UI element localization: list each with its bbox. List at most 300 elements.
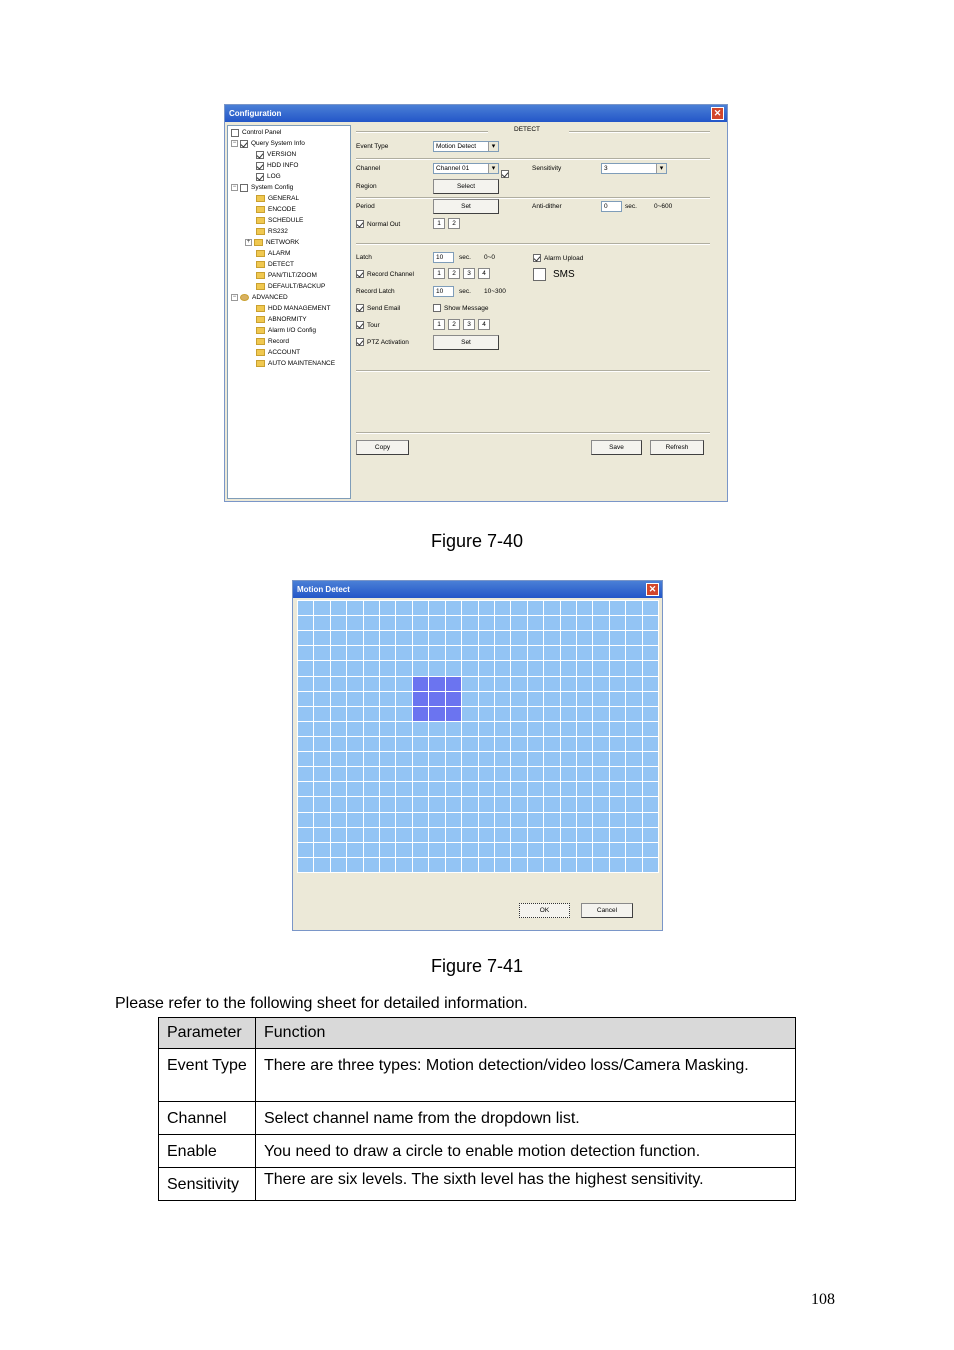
grid-cell[interactable]	[314, 646, 329, 660]
latch-input[interactable]: 10	[433, 252, 454, 263]
grid-cell[interactable]	[331, 813, 346, 827]
grid-cell[interactable]	[347, 767, 362, 781]
grid-cell[interactable]	[544, 737, 559, 751]
tree-item-alarm[interactable]: ALARM	[256, 248, 290, 259]
grid-cell[interactable]	[643, 782, 658, 796]
grid-cell[interactable]	[298, 858, 313, 872]
grid-cell[interactable]	[577, 692, 592, 706]
tree-item-record[interactable]: Record	[256, 336, 289, 347]
grid-cell[interactable]	[396, 782, 411, 796]
grid-cell[interactable]	[396, 707, 411, 721]
grid-cell[interactable]	[314, 707, 329, 721]
grid-cell[interactable]	[610, 782, 625, 796]
grid-cell[interactable]	[577, 601, 592, 615]
grid-cell[interactable]	[643, 692, 658, 706]
grid-cell[interactable]	[593, 616, 608, 630]
grid-cell[interactable]	[314, 737, 329, 751]
grid-cell[interactable]	[462, 677, 477, 691]
grid-cell[interactable]	[413, 722, 428, 736]
grid-cell[interactable]	[593, 752, 608, 766]
grid-cell[interactable]	[446, 737, 461, 751]
grid-cell[interactable]	[561, 858, 576, 872]
grid-cell[interactable]	[626, 677, 641, 691]
grid-cell[interactable]	[347, 797, 362, 811]
grid-cell[interactable]	[396, 767, 411, 781]
grid-cell[interactable]	[446, 677, 461, 691]
grid-cell[interactable]	[413, 677, 428, 691]
grid-cell[interactable]	[413, 616, 428, 630]
grid-cell[interactable]	[561, 767, 576, 781]
grid-cell[interactable]	[314, 782, 329, 796]
grid-cell[interactable]	[380, 631, 395, 645]
grid-cell[interactable]	[380, 797, 395, 811]
grid-cell[interactable]	[528, 782, 543, 796]
grid-cell[interactable]	[396, 692, 411, 706]
grid-cell[interactable]	[561, 707, 576, 721]
grid-cell[interactable]	[479, 677, 494, 691]
grid-cell[interactable]	[331, 631, 346, 645]
grid-cell[interactable]	[593, 843, 608, 857]
close-icon[interactable]: ✕	[646, 583, 659, 596]
grid-cell[interactable]	[446, 661, 461, 675]
grid-cell[interactable]	[429, 601, 444, 615]
grid-cell[interactable]	[314, 722, 329, 736]
grid-cell[interactable]	[643, 843, 658, 857]
grid-cell[interactable]	[643, 813, 658, 827]
grid-cell[interactable]	[413, 631, 428, 645]
grid-cell[interactable]	[380, 843, 395, 857]
grid-cell[interactable]	[561, 737, 576, 751]
grid-cell[interactable]	[462, 646, 477, 660]
grid-cell[interactable]	[462, 752, 477, 766]
grid-cell[interactable]	[626, 601, 641, 615]
grid-cell[interactable]	[561, 646, 576, 660]
grid-cell[interactable]	[593, 722, 608, 736]
grid-cell[interactable]	[462, 737, 477, 751]
grid-cell[interactable]	[544, 858, 559, 872]
grid-cell[interactable]	[462, 813, 477, 827]
grid-cell[interactable]	[446, 828, 461, 842]
grid-cell[interactable]	[479, 631, 494, 645]
grid-cell[interactable]	[610, 692, 625, 706]
grid-cell[interactable]	[593, 631, 608, 645]
grid-cell[interactable]	[593, 767, 608, 781]
grid-cell[interactable]	[544, 661, 559, 675]
grid-cell[interactable]	[544, 601, 559, 615]
grid-cell[interactable]	[511, 782, 526, 796]
grid-cell[interactable]	[495, 767, 510, 781]
anti-dither-input[interactable]: 0	[601, 201, 622, 212]
grid-cell[interactable]	[446, 722, 461, 736]
tree-item-rs232[interactable]: RS232	[256, 226, 288, 237]
grid-cell[interactable]	[626, 843, 641, 857]
grid-cell[interactable]	[643, 677, 658, 691]
grid-cell[interactable]	[511, 661, 526, 675]
grid-cell[interactable]	[462, 631, 477, 645]
grid-cell[interactable]	[298, 707, 313, 721]
grid-cell[interactable]	[643, 737, 658, 751]
grid-cell[interactable]	[643, 661, 658, 675]
grid-cell[interactable]	[429, 858, 444, 872]
grid-cell[interactable]	[495, 677, 510, 691]
grid-cell[interactable]	[643, 616, 658, 630]
grid-cell[interactable]	[462, 767, 477, 781]
grid-cell[interactable]	[396, 813, 411, 827]
grid-cell[interactable]	[429, 646, 444, 660]
grid-cell[interactable]	[495, 828, 510, 842]
grid-cell[interactable]	[446, 631, 461, 645]
grid-cell[interactable]	[380, 601, 395, 615]
grid-cell[interactable]	[429, 843, 444, 857]
grid-cell[interactable]	[544, 692, 559, 706]
tree-item-account[interactable]: ACCOUNT	[256, 347, 300, 358]
grid-cell[interactable]	[347, 601, 362, 615]
region-select-button[interactable]: Select	[433, 179, 499, 194]
grid-cell[interactable]	[626, 752, 641, 766]
tour-checkbox[interactable]: Tour	[356, 321, 380, 329]
grid-cell[interactable]	[364, 722, 379, 736]
grid-cell[interactable]	[593, 782, 608, 796]
grid-cell[interactable]	[462, 692, 477, 706]
grid-cell[interactable]	[479, 797, 494, 811]
grid-cell[interactable]	[511, 601, 526, 615]
tree-item-version[interactable]: VERSION	[256, 149, 296, 160]
grid-cell[interactable]	[528, 722, 543, 736]
grid-cell[interactable]	[561, 677, 576, 691]
grid-cell[interactable]	[577, 813, 592, 827]
grid-cell[interactable]	[331, 677, 346, 691]
tour-box-3[interactable]: 3	[463, 319, 475, 330]
grid-cell[interactable]	[643, 707, 658, 721]
grid-cell[interactable]	[511, 677, 526, 691]
grid-cell[interactable]	[331, 616, 346, 630]
grid-cell[interactable]	[446, 752, 461, 766]
grid-cell[interactable]	[511, 828, 526, 842]
grid-cell[interactable]	[528, 858, 543, 872]
grid-cell[interactable]	[331, 767, 346, 781]
grid-cell[interactable]	[610, 813, 625, 827]
grid-cell[interactable]	[446, 616, 461, 630]
grid-cell[interactable]	[380, 828, 395, 842]
normal-out-checkbox[interactable]: Normal Out	[356, 220, 400, 228]
grid-cell[interactable]	[380, 661, 395, 675]
grid-cell[interactable]	[347, 646, 362, 660]
cancel-button[interactable]: Cancel	[581, 903, 633, 918]
grid-cell[interactable]	[544, 646, 559, 660]
grid-cell[interactable]	[298, 752, 313, 766]
grid-cell[interactable]	[364, 843, 379, 857]
grid-cell[interactable]	[446, 858, 461, 872]
tree-item-default-backup[interactable]: DEFAULT/BACKUP	[256, 281, 325, 292]
channel-enable-checkbox[interactable]	[501, 170, 509, 178]
grid-cell[interactable]	[298, 722, 313, 736]
grid-cell[interactable]	[413, 752, 428, 766]
grid-cell[interactable]	[347, 707, 362, 721]
grid-cell[interactable]	[479, 707, 494, 721]
grid-cell[interactable]	[528, 692, 543, 706]
tree-item-auto-maintenance[interactable]: AUTO MAINTENANCE	[256, 358, 335, 369]
grid-cell[interactable]	[347, 616, 362, 630]
grid-cell[interactable]	[610, 646, 625, 660]
grid-cell[interactable]	[314, 858, 329, 872]
grid-cell[interactable]	[495, 707, 510, 721]
collapse-icon[interactable]: −	[232, 184, 237, 190]
grid-cell[interactable]	[314, 677, 329, 691]
grid-cell[interactable]	[429, 631, 444, 645]
grid-cell[interactable]	[544, 752, 559, 766]
grid-cell[interactable]	[610, 631, 625, 645]
grid-cell[interactable]	[511, 797, 526, 811]
grid-cell[interactable]	[429, 797, 444, 811]
grid-cell[interactable]	[593, 646, 608, 660]
grid-cell[interactable]	[347, 813, 362, 827]
grid-cell[interactable]	[610, 616, 625, 630]
collapse-icon[interactable]: −	[232, 294, 237, 300]
grid-cell[interactable]	[511, 843, 526, 857]
close-icon[interactable]: ✕	[711, 107, 724, 120]
grid-cell[interactable]	[429, 828, 444, 842]
grid-cell[interactable]	[544, 631, 559, 645]
grid-cell[interactable]	[446, 813, 461, 827]
grid-cell[interactable]	[544, 616, 559, 630]
grid-cell[interactable]	[413, 707, 428, 721]
expand-icon[interactable]: +	[246, 239, 251, 245]
grid-cell[interactable]	[479, 813, 494, 827]
tour-box-1[interactable]: 1	[433, 319, 445, 330]
grid-cell[interactable]	[462, 828, 477, 842]
grid-cell[interactable]	[429, 707, 444, 721]
grid-cell[interactable]	[626, 707, 641, 721]
grid-cell[interactable]	[429, 767, 444, 781]
grid-cell[interactable]	[396, 616, 411, 630]
grid-cell[interactable]	[413, 661, 428, 675]
grid-cell[interactable]	[626, 692, 641, 706]
grid-cell[interactable]	[479, 722, 494, 736]
grid-cell[interactable]	[396, 601, 411, 615]
grid-cell[interactable]	[577, 767, 592, 781]
grid-cell[interactable]	[610, 722, 625, 736]
grid-cell[interactable]	[561, 661, 576, 675]
grid-cell[interactable]	[610, 707, 625, 721]
save-button[interactable]: Save	[591, 440, 642, 455]
grid-cell[interactable]	[429, 782, 444, 796]
grid-cell[interactable]	[396, 661, 411, 675]
grid-cell[interactable]	[331, 692, 346, 706]
grid-cell[interactable]	[479, 858, 494, 872]
grid-cell[interactable]	[610, 797, 625, 811]
grid-cell[interactable]	[364, 601, 379, 615]
grid-cell[interactable]	[610, 858, 625, 872]
grid-cell[interactable]	[396, 677, 411, 691]
grid-cell[interactable]	[364, 692, 379, 706]
grid-cell[interactable]	[314, 843, 329, 857]
tree-item-query-system-info[interactable]: − Query System Info	[232, 140, 305, 147]
grid-cell[interactable]	[495, 737, 510, 751]
tree-item-schedule[interactable]: SCHEDULE	[256, 215, 303, 226]
grid-cell[interactable]	[511, 722, 526, 736]
grid-cell[interactable]	[643, 646, 658, 660]
grid-cell[interactable]	[413, 692, 428, 706]
grid-cell[interactable]	[298, 661, 313, 675]
grid-cell[interactable]	[298, 692, 313, 706]
grid-cell[interactable]	[511, 767, 526, 781]
grid-cell[interactable]	[380, 767, 395, 781]
grid-cell[interactable]	[364, 646, 379, 660]
grid-cell[interactable]	[347, 752, 362, 766]
grid-cell[interactable]	[626, 813, 641, 827]
record-channel-box-3[interactable]: 3	[463, 268, 475, 279]
grid-cell[interactable]	[610, 767, 625, 781]
grid-cell[interactable]	[577, 722, 592, 736]
grid-cell[interactable]	[561, 616, 576, 630]
grid-cell[interactable]	[298, 677, 313, 691]
grid-cell[interactable]	[314, 752, 329, 766]
grid-cell[interactable]	[610, 661, 625, 675]
grid-cell[interactable]	[643, 828, 658, 842]
grid-cell[interactable]	[511, 692, 526, 706]
ptz-activation-checkbox[interactable]: PTZ Activation	[356, 338, 409, 346]
grid-cell[interactable]	[298, 631, 313, 645]
grid-cell[interactable]	[413, 601, 428, 615]
grid-cell[interactable]	[396, 631, 411, 645]
grid-cell[interactable]	[314, 767, 329, 781]
grid-cell[interactable]	[577, 707, 592, 721]
grid-cell[interactable]	[479, 661, 494, 675]
grid-cell[interactable]	[364, 767, 379, 781]
grid-cell[interactable]	[577, 858, 592, 872]
grid-cell[interactable]	[380, 813, 395, 827]
grid-cell[interactable]	[347, 722, 362, 736]
grid-cell[interactable]	[610, 843, 625, 857]
grid-cell[interactable]	[331, 782, 346, 796]
copy-button[interactable]: Copy	[356, 440, 409, 455]
grid-cell[interactable]	[511, 737, 526, 751]
grid-cell[interactable]	[643, 797, 658, 811]
grid-cell[interactable]	[528, 752, 543, 766]
grid-cell[interactable]	[528, 737, 543, 751]
grid-cell[interactable]	[626, 828, 641, 842]
grid-cell[interactable]	[593, 858, 608, 872]
grid-cell[interactable]	[479, 843, 494, 857]
grid-cell[interactable]	[331, 737, 346, 751]
grid-cell[interactable]	[593, 813, 608, 827]
grid-cell[interactable]	[479, 828, 494, 842]
grid-cell[interactable]	[495, 813, 510, 827]
grid-cell[interactable]	[561, 813, 576, 827]
grid-cell[interactable]	[528, 677, 543, 691]
grid-cell[interactable]	[610, 601, 625, 615]
grid-cell[interactable]	[561, 828, 576, 842]
grid-cell[interactable]	[593, 707, 608, 721]
grid-cell[interactable]	[446, 646, 461, 660]
grid-cell[interactable]	[626, 646, 641, 660]
normal-out-box-2[interactable]: 2	[448, 218, 460, 229]
grid-cell[interactable]	[298, 797, 313, 811]
grid-cell[interactable]	[331, 752, 346, 766]
grid-cell[interactable]	[479, 737, 494, 751]
grid-cell[interactable]	[314, 813, 329, 827]
grid-cell[interactable]	[314, 692, 329, 706]
grid-cell[interactable]	[364, 797, 379, 811]
grid-cell[interactable]	[364, 813, 379, 827]
grid-cell[interactable]	[643, 858, 658, 872]
grid-cell[interactable]	[544, 722, 559, 736]
grid-cell[interactable]	[331, 828, 346, 842]
grid-cell[interactable]	[314, 601, 329, 615]
grid-cell[interactable]	[331, 722, 346, 736]
grid-cell[interactable]	[643, 767, 658, 781]
tour-box-4[interactable]: 4	[478, 319, 490, 330]
sms-checkbox[interactable]: SMS	[533, 268, 575, 281]
grid-cell[interactable]	[413, 767, 428, 781]
grid-cell[interactable]	[380, 752, 395, 766]
grid-cell[interactable]	[610, 828, 625, 842]
tree-item-control-panel[interactable]: Control Panel	[231, 127, 281, 138]
grid-cell[interactable]	[462, 616, 477, 630]
grid-cell[interactable]	[380, 646, 395, 660]
grid-cell[interactable]	[364, 661, 379, 675]
grid-cell[interactable]	[528, 797, 543, 811]
grid-cell[interactable]	[347, 692, 362, 706]
grid-cell[interactable]	[626, 737, 641, 751]
grid-cell[interactable]	[528, 601, 543, 615]
grid-cell[interactable]	[626, 661, 641, 675]
grid-cell[interactable]	[446, 767, 461, 781]
ptz-set-button[interactable]: Set	[433, 335, 499, 350]
grid-cell[interactable]	[462, 843, 477, 857]
grid-cell[interactable]	[610, 677, 625, 691]
grid-cell[interactable]	[429, 692, 444, 706]
tree-item-general[interactable]: GENERAL	[256, 193, 299, 204]
grid-cell[interactable]	[577, 737, 592, 751]
grid-cell[interactable]	[380, 616, 395, 630]
grid-cell[interactable]	[577, 677, 592, 691]
tree-item-detect[interactable]: DETECT	[256, 259, 294, 270]
grid-cell[interactable]	[577, 752, 592, 766]
grid-cell[interactable]	[380, 722, 395, 736]
grid-cell[interactable]	[364, 707, 379, 721]
grid-cell[interactable]	[429, 737, 444, 751]
grid-cell[interactable]	[528, 707, 543, 721]
grid-cell[interactable]	[626, 767, 641, 781]
grid-cell[interactable]	[314, 661, 329, 675]
normal-out-box-1[interactable]: 1	[433, 218, 445, 229]
grid-cell[interactable]	[331, 707, 346, 721]
grid-cell[interactable]	[495, 858, 510, 872]
grid-cell[interactable]	[544, 782, 559, 796]
tree-item-pan-tilt-zoom[interactable]: PAN/TILT/ZOOM	[256, 270, 317, 281]
grid-cell[interactable]	[396, 858, 411, 872]
grid-cell[interactable]	[479, 752, 494, 766]
grid-cell[interactable]	[298, 601, 313, 615]
grid-cell[interactable]	[364, 737, 379, 751]
grid-cell[interactable]	[413, 737, 428, 751]
grid-cell[interactable]	[643, 631, 658, 645]
tree-item-advanced[interactable]: − ADVANCED	[232, 294, 288, 301]
grid-cell[interactable]	[577, 646, 592, 660]
grid-cell[interactable]	[593, 661, 608, 675]
grid-cell[interactable]	[528, 661, 543, 675]
grid-cell[interactable]	[495, 646, 510, 660]
grid-cell[interactable]	[446, 782, 461, 796]
grid-cell[interactable]	[528, 813, 543, 827]
grid-cell[interactable]	[314, 797, 329, 811]
grid-cell[interactable]	[380, 677, 395, 691]
record-latch-input[interactable]: 10	[433, 286, 454, 297]
collapse-icon[interactable]: −	[232, 140, 237, 146]
grid-cell[interactable]	[314, 828, 329, 842]
grid-cell[interactable]	[347, 737, 362, 751]
